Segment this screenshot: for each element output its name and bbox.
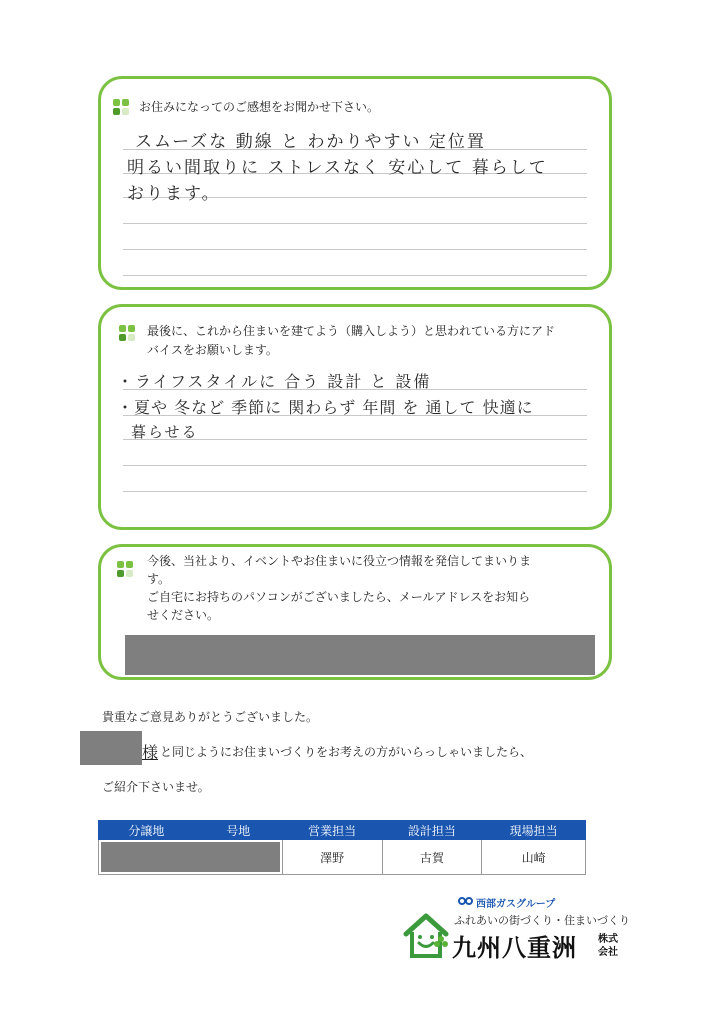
handwritten-line: 明るい間取りに ストレスなく 安心して 暮らして bbox=[127, 158, 548, 178]
advice-box bbox=[98, 304, 612, 530]
advice-prompt-line1: 最後に、これから住まいを建てよう（購入しよう）と思われている方にアド bbox=[147, 324, 556, 338]
group-name: 西部ガスグループ bbox=[476, 899, 556, 910]
handwritten-line: ・夏や 冬など 季節に 関わらず 年間 を 通して 快適に bbox=[117, 398, 534, 417]
staff-table bbox=[98, 820, 586, 875]
impressions-box bbox=[98, 76, 612, 290]
handwritten-line: ・ライフスタイルに 合う 設計 と 設備 bbox=[117, 372, 432, 391]
clover-icon bbox=[434, 936, 448, 950]
header-lot-number: 号地 bbox=[194, 821, 282, 840]
mail-prompt-line4: せください。 bbox=[147, 608, 220, 622]
sama-honorific: 様 bbox=[142, 743, 159, 762]
sales-staff: 澤野 bbox=[282, 840, 382, 875]
header-lot-area: 分譲地 bbox=[99, 821, 195, 840]
company-name: 九州八重洲 bbox=[452, 934, 577, 962]
company-tagline: ふれあいの街づくり・住まいづくり bbox=[454, 914, 630, 927]
handwritten-line: スムーズな 動線 と わかりやすい 定位置 bbox=[135, 132, 486, 152]
leaf-bullet-icon bbox=[119, 325, 137, 343]
intro-text: と同じようにお住まいづくりをお考えの方がいらっしゃいましたら、 bbox=[160, 745, 533, 759]
mail-prompt-line3: ご自宅にお持ちのパソコンがございましたら、メールアドレスをお知ら bbox=[147, 590, 531, 604]
impressions-prompt: お住みになってのご感想をお聞かせ下さい。 bbox=[139, 100, 380, 114]
header-site: 現場担当 bbox=[482, 821, 586, 840]
mail-prompt-line1: 今後、当社より、イベントやお住まいに役立つ情報を発信してまいりま bbox=[147, 554, 532, 568]
redacted-customer-name bbox=[80, 731, 142, 765]
advice-prompt-line2: バイスをお願いします。 bbox=[147, 343, 278, 357]
design-staff: 古賀 bbox=[382, 840, 482, 875]
redacted-lot bbox=[99, 840, 283, 875]
handwritten-line: おります。 bbox=[127, 184, 221, 204]
redacted-email bbox=[125, 635, 595, 675]
intro-text-line2: ご紹介下さいませ。 bbox=[102, 780, 210, 794]
handwritten-line: 暮らせる bbox=[131, 423, 199, 441]
header-sales: 営業担当 bbox=[282, 821, 382, 840]
site-staff: 山崎 bbox=[482, 840, 586, 875]
mail-prompt-line2: す。 bbox=[147, 572, 171, 586]
ruled-line bbox=[123, 249, 587, 250]
leaf-bullet-icon bbox=[117, 561, 135, 579]
company-suffix-bottom: 会社 bbox=[598, 947, 618, 958]
group-logo-icon bbox=[458, 897, 476, 907]
ruled-line bbox=[123, 275, 587, 276]
ruled-line bbox=[123, 223, 587, 224]
leaf-bullet-icon bbox=[113, 99, 131, 117]
thanks-text: 貴重なご意見ありがとうございました。 bbox=[102, 710, 319, 724]
company-suffix-top: 株式 bbox=[598, 934, 618, 945]
header-design: 設計担当 bbox=[382, 821, 482, 840]
ruled-line bbox=[123, 465, 587, 466]
ruled-line bbox=[123, 491, 587, 492]
mail-request-box bbox=[98, 544, 612, 680]
